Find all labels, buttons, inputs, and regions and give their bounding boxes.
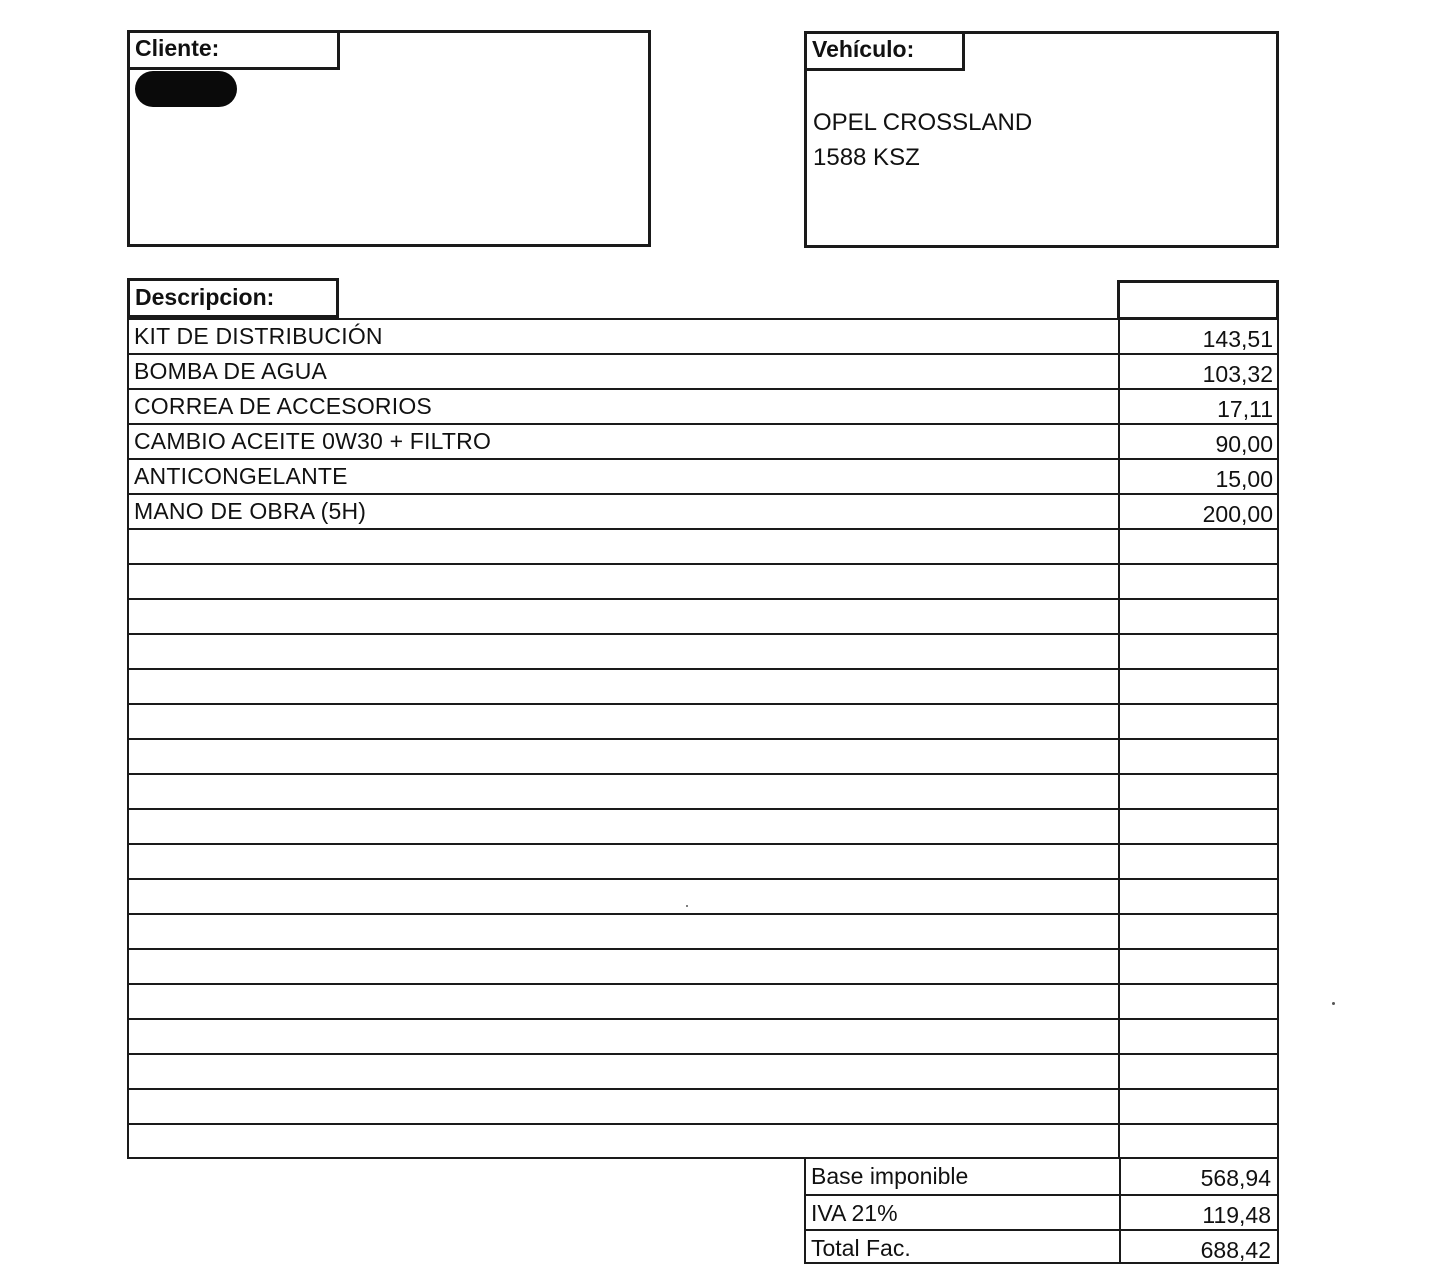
vehiculo-label: Vehículo: — [804, 31, 965, 71]
base-imponible-label: Base imponible — [811, 1163, 969, 1189]
empty-table-row — [129, 878, 1279, 913]
table-row — [129, 493, 1279, 528]
empty-table-row — [129, 773, 1279, 808]
empty-table-row — [129, 1053, 1279, 1088]
empty-table-row — [129, 598, 1279, 633]
table-row — [129, 318, 1279, 353]
item-description: MANO DE OBRA (5H) — [134, 498, 367, 524]
item-description: BOMBA DE AGUA — [134, 358, 328, 384]
scan-speck — [686, 905, 688, 907]
empty-table-row — [129, 983, 1279, 1018]
item-amount: 90,00 — [1215, 431, 1273, 457]
empty-table-row — [129, 1088, 1279, 1123]
totals-box — [804, 1157, 1279, 1264]
iva-value: 119,48 — [1202, 1202, 1271, 1228]
empty-table-row — [129, 738, 1279, 773]
empty-table-row — [129, 528, 1279, 563]
cliente-box — [127, 30, 651, 247]
total-factura-value: 688,42 — [1200, 1237, 1271, 1263]
item-description: CORREA DE ACCESORIOS — [134, 393, 432, 419]
empty-table-row — [129, 913, 1279, 948]
empty-table-row — [129, 1018, 1279, 1053]
scan-speck — [1332, 1002, 1335, 1005]
vehicle-plate: 1588 KSZ — [813, 144, 920, 171]
empty-table-row — [129, 633, 1279, 668]
table-row — [129, 458, 1279, 493]
total-factura-label: Total Fac. — [811, 1235, 911, 1261]
base-imponible-row — [806, 1159, 1277, 1194]
table-row — [129, 388, 1279, 423]
iva-row — [806, 1194, 1277, 1229]
descripcion-header: Descripcion: — [127, 278, 339, 318]
empty-table-row — [129, 703, 1279, 738]
total-factura-row — [806, 1229, 1277, 1264]
empty-table-row — [129, 948, 1279, 983]
empty-table-row — [129, 563, 1279, 598]
cliente-name-redaction — [135, 71, 237, 107]
item-description: KIT DE DISTRIBUCIÓN — [134, 323, 383, 349]
item-amount: 15,00 — [1215, 466, 1273, 492]
item-amount: 200,00 — [1202, 501, 1273, 527]
items-table — [127, 318, 1279, 1159]
iva-label: IVA 21% — [811, 1200, 898, 1226]
item-amount: 143,51 — [1202, 326, 1273, 352]
amount-column-header — [1117, 280, 1279, 320]
empty-table-row — [129, 808, 1279, 843]
item-description: ANTICONGELANTE — [134, 463, 348, 489]
empty-table-row — [129, 1123, 1279, 1158]
vehiculo-box — [804, 31, 1279, 248]
item-amount: 103,32 — [1202, 361, 1273, 387]
base-imponible-value: 568,94 — [1200, 1165, 1271, 1191]
table-row — [129, 353, 1279, 388]
item-amount: 17,11 — [1217, 396, 1273, 422]
table-row — [129, 423, 1279, 458]
cliente-label: Cliente: — [127, 30, 340, 70]
empty-table-row — [129, 668, 1279, 703]
item-description: CAMBIO ACEITE 0W30 + FILTRO — [134, 428, 492, 454]
vehicle-model: OPEL CROSSLAND — [813, 109, 1033, 136]
empty-table-row — [129, 843, 1279, 878]
